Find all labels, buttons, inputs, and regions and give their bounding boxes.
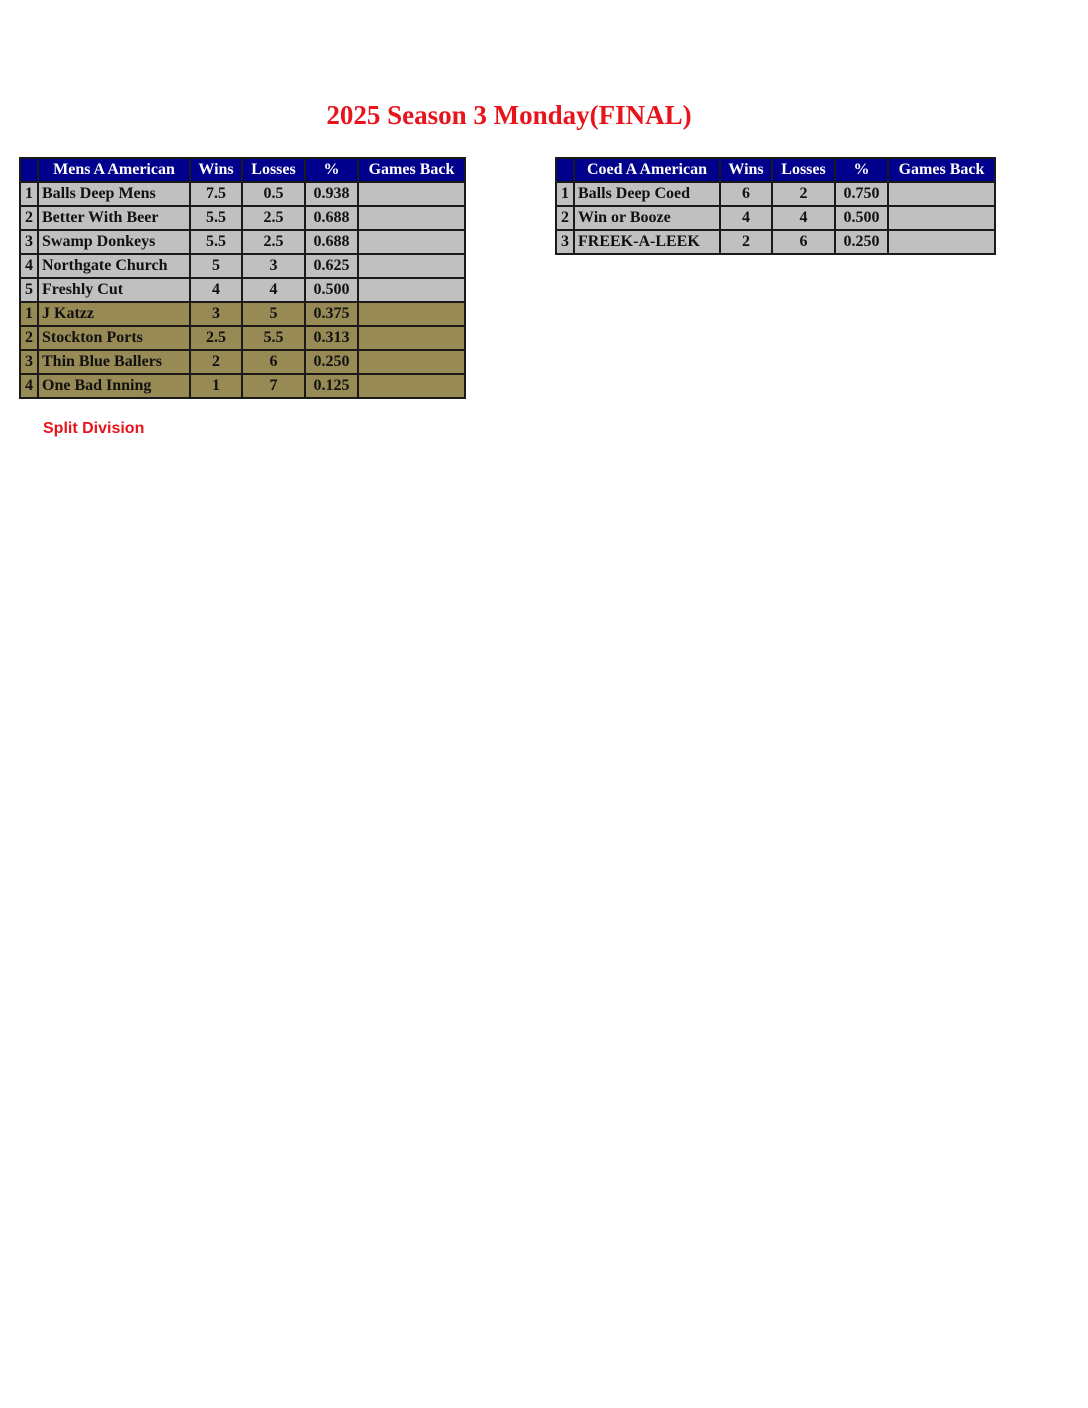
wins-cell: 5.5 — [190, 206, 242, 230]
pct-cell: 0.375 — [305, 302, 358, 326]
table-header-row — [20, 158, 465, 182]
table-row — [20, 278, 465, 302]
losses-header: Losses — [772, 158, 835, 182]
team-name-cell: Balls Deep Mens — [38, 182, 190, 206]
team-name-cell: Swamp Donkeys — [38, 230, 190, 254]
pct-cell: 0.250 — [835, 230, 888, 254]
table-row — [20, 182, 465, 206]
division-header: Coed A American — [574, 158, 720, 182]
losses-cell: 4 — [772, 206, 835, 230]
mens-standings-table — [19, 157, 466, 399]
games-back-cell — [358, 230, 465, 254]
pct-cell: 0.125 — [305, 374, 358, 398]
pct-header: % — [305, 158, 358, 182]
wins-cell: 4 — [720, 206, 772, 230]
team-name-cell: Northgate Church — [38, 254, 190, 278]
rank-cell: 4 — [20, 254, 38, 278]
team-name-cell: J Katzz — [38, 302, 190, 326]
split-division-note: Split Division — [43, 420, 145, 437]
losses-header: Losses — [242, 158, 305, 182]
wins-cell: 7.5 — [190, 182, 242, 206]
pct-cell: 0.750 — [835, 182, 888, 206]
team-name-cell: Better With Beer — [38, 206, 190, 230]
table-row — [556, 230, 995, 254]
losses-cell: 5 — [242, 302, 305, 326]
losses-cell: 4 — [242, 278, 305, 302]
games-back-cell — [358, 182, 465, 206]
team-name-cell: Stockton Ports — [38, 326, 190, 350]
team-name-cell: FREEK-A-LEEK — [574, 230, 720, 254]
team-name-cell: Balls Deep Coed — [574, 182, 720, 206]
games-back-cell — [888, 206, 995, 230]
games-back-cell — [358, 302, 465, 326]
games-back-cell — [358, 326, 465, 350]
games-back-cell — [888, 182, 995, 206]
division-header: Mens A American — [38, 158, 190, 182]
rank-cell: 1 — [20, 302, 38, 326]
wins-cell: 5.5 — [190, 230, 242, 254]
losses-cell: 2.5 — [242, 230, 305, 254]
rank-cell: 4 — [20, 374, 38, 398]
losses-cell: 5.5 — [242, 326, 305, 350]
pct-cell: 0.500 — [835, 206, 888, 230]
pct-header: % — [835, 158, 888, 182]
games-back-cell — [358, 374, 465, 398]
games-back-cell — [888, 230, 995, 254]
losses-cell: 0.5 — [242, 182, 305, 206]
wins-cell: 6 — [720, 182, 772, 206]
rank-cell: 3 — [556, 230, 574, 254]
rank-cell: 1 — [20, 182, 38, 206]
table-row — [20, 374, 465, 398]
rank-header — [20, 158, 38, 182]
table-row — [556, 206, 995, 230]
rank-cell: 1 — [556, 182, 574, 206]
table-header-row — [556, 158, 995, 182]
wins-cell: 2 — [720, 230, 772, 254]
losses-cell: 6 — [242, 350, 305, 374]
wins-cell: 3 — [190, 302, 242, 326]
wins-header: Wins — [190, 158, 242, 182]
rank-cell: 3 — [20, 230, 38, 254]
pct-cell: 0.688 — [305, 206, 358, 230]
rank-header — [556, 158, 574, 182]
games-back-cell — [358, 350, 465, 374]
wins-cell: 4 — [190, 278, 242, 302]
rank-cell: 3 — [20, 350, 38, 374]
table-row — [20, 302, 465, 326]
wins-header: Wins — [720, 158, 772, 182]
rank-cell: 2 — [20, 326, 38, 350]
table-row — [20, 350, 465, 374]
team-name-cell: Thin Blue Ballers — [38, 350, 190, 374]
team-name-cell: Win or Booze — [574, 206, 720, 230]
wins-cell: 2 — [190, 350, 242, 374]
wins-cell: 2.5 — [190, 326, 242, 350]
pct-cell: 0.313 — [305, 326, 358, 350]
table-row — [556, 182, 995, 206]
table-row — [20, 230, 465, 254]
table-row — [20, 254, 465, 278]
rank-cell: 5 — [20, 278, 38, 302]
wins-cell: 5 — [190, 254, 242, 278]
games-back-cell — [358, 278, 465, 302]
coed-standings-table — [555, 157, 996, 255]
pct-cell: 0.688 — [305, 230, 358, 254]
pct-cell: 0.938 — [305, 182, 358, 206]
rank-cell: 2 — [20, 206, 38, 230]
pct-cell: 0.500 — [305, 278, 358, 302]
pct-cell: 0.250 — [305, 350, 358, 374]
losses-cell: 2 — [772, 182, 835, 206]
team-name-cell: Freshly Cut — [38, 278, 190, 302]
team-name-cell: One Bad Inning — [38, 374, 190, 398]
page-title: 2025 Season 3 Monday(FINAL) — [326, 100, 692, 130]
games-back-header: Games Back — [888, 158, 995, 182]
games-back-header: Games Back — [358, 158, 465, 182]
losses-cell: 7 — [242, 374, 305, 398]
table-row — [20, 206, 465, 230]
rank-cell: 2 — [556, 206, 574, 230]
losses-cell: 2.5 — [242, 206, 305, 230]
games-back-cell — [358, 206, 465, 230]
games-back-cell — [358, 254, 465, 278]
table-row — [20, 326, 465, 350]
wins-cell: 1 — [190, 374, 242, 398]
losses-cell: 6 — [772, 230, 835, 254]
losses-cell: 3 — [242, 254, 305, 278]
pct-cell: 0.625 — [305, 254, 358, 278]
